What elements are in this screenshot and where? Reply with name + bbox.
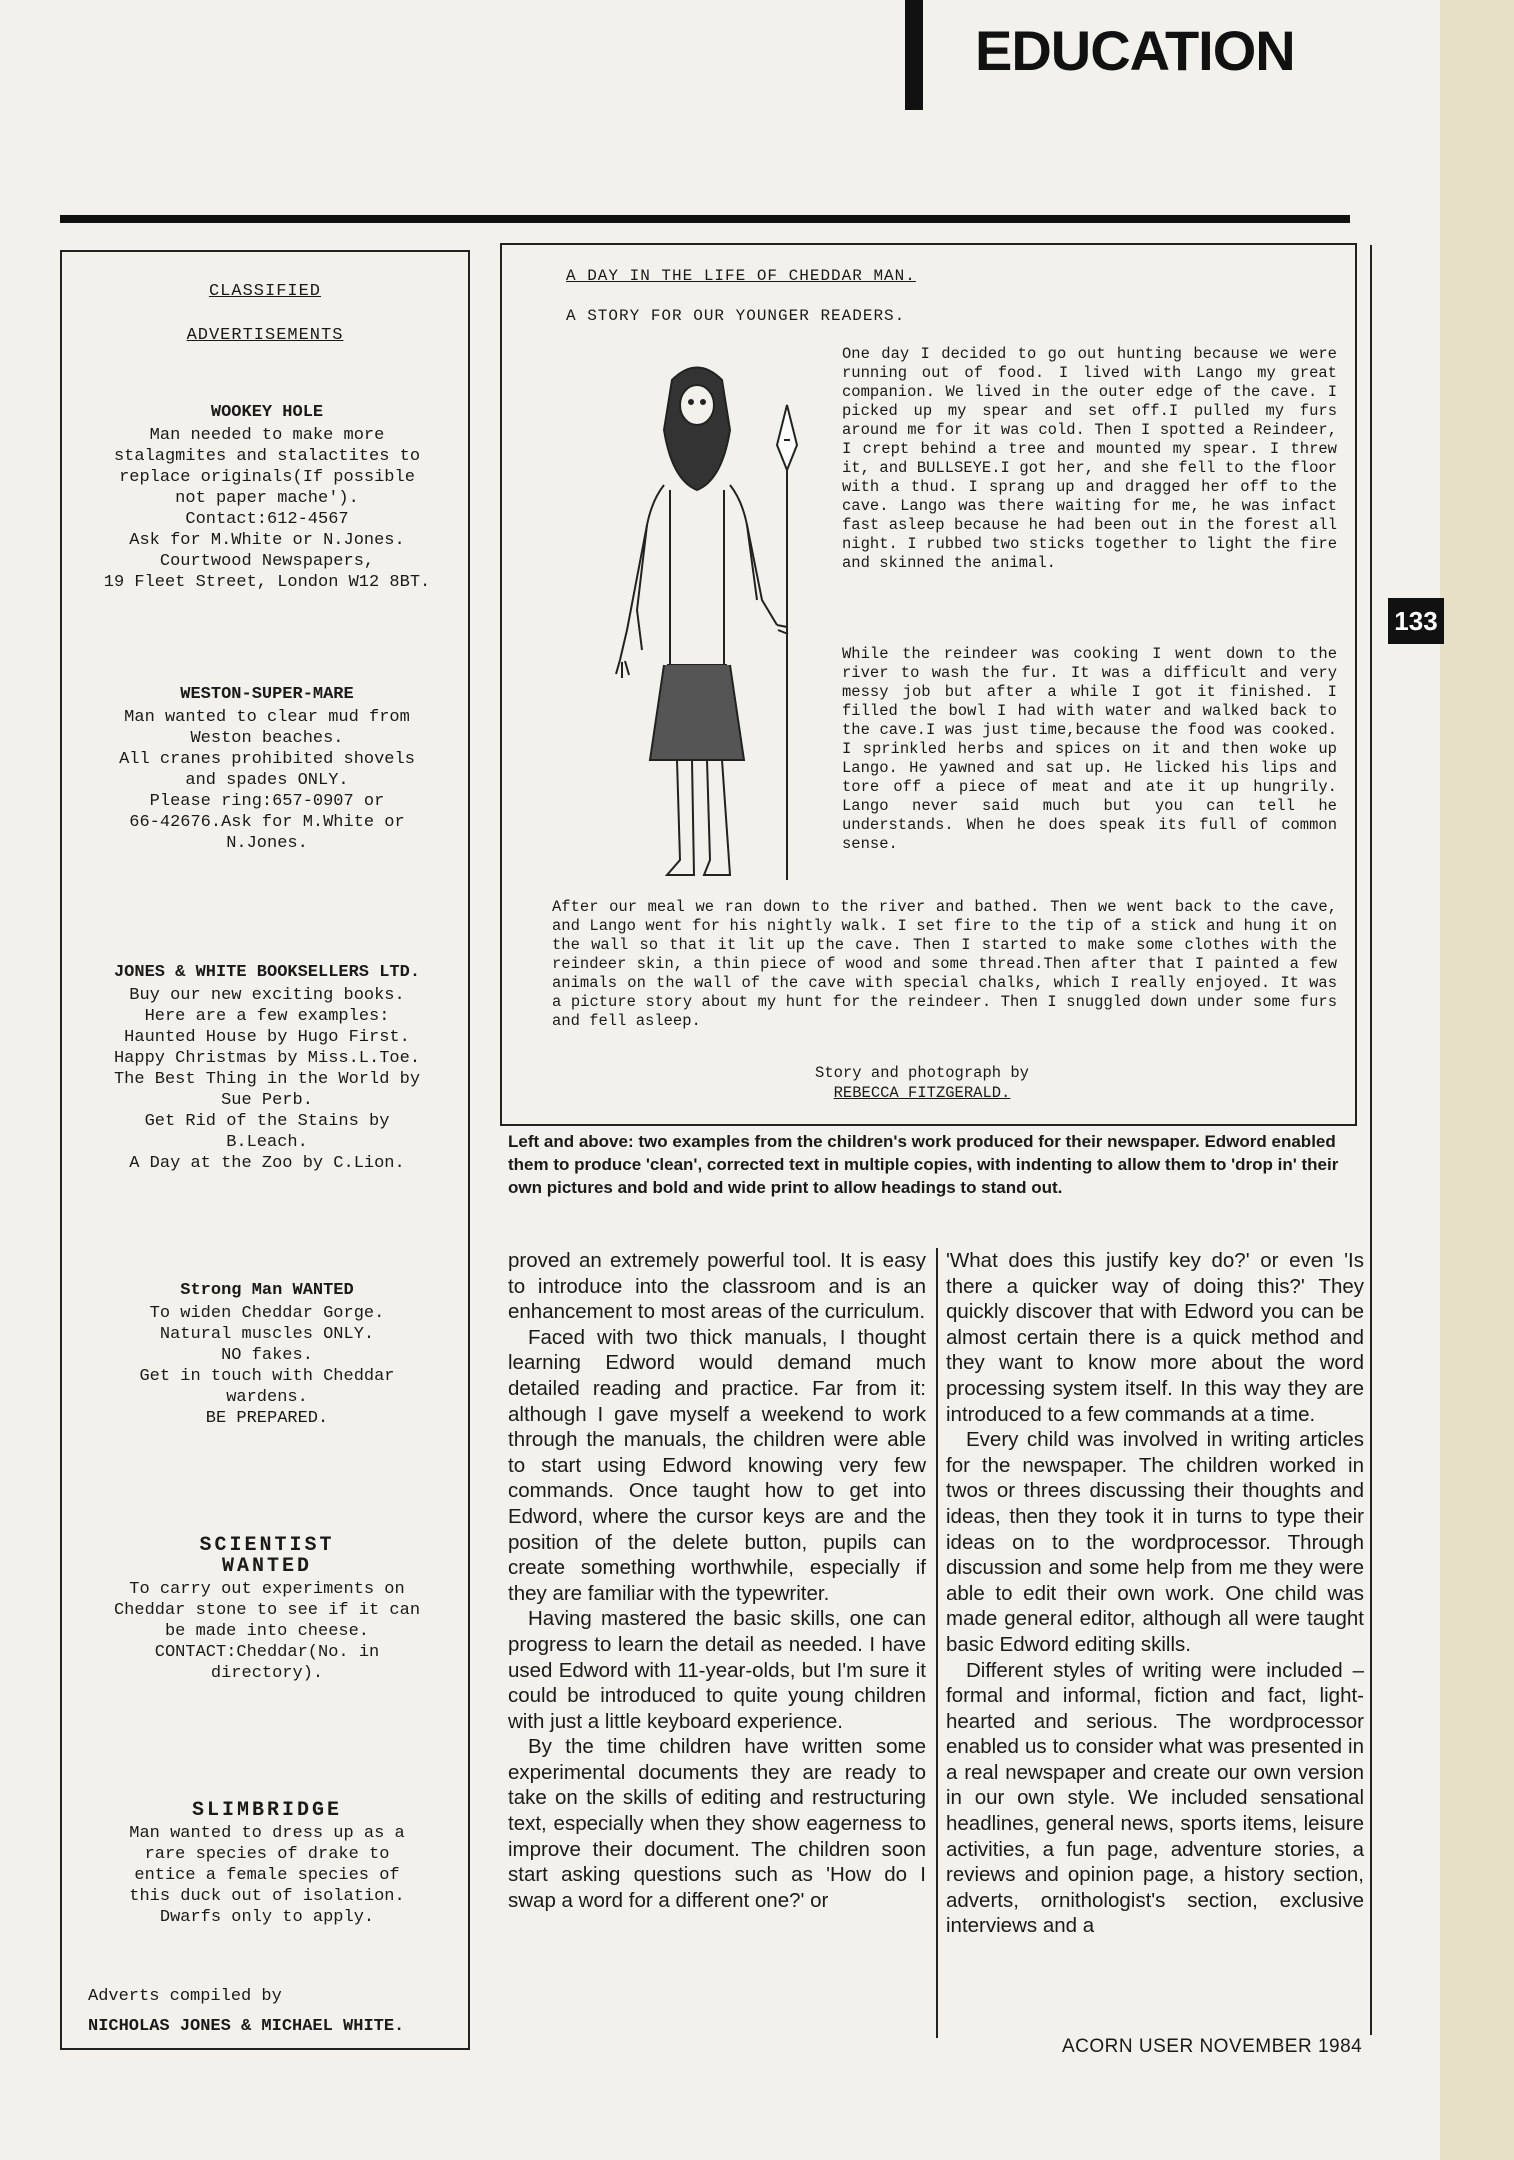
ad-title: SLIMBRIDGE [191,1799,343,1822]
ad-line: N.Jones. [226,834,308,853]
story-box [500,243,1357,1126]
ad-line: CONTACT:Cheddar(No. in [154,1643,380,1662]
ad-jones-white-booksellers [68,962,466,1174]
ad-line: Buy our new exciting books. [129,986,405,1005]
ad-line: All cranes prohibited shovels [119,750,415,769]
ad-title: WESTON-SUPER-MARE [180,685,354,704]
figure-caption: Left and above: two examples from the children's work produced for their newspaper. Edword enabled them to produce 'clean', corrected text in multiple copies, with indenting to allow them to 'drop in' their own pictures and bold and wide print to allow headings to stand out. [508,1132,1339,1197]
story-credit [802,1063,1042,1103]
ad-line: To carry out experiments on [129,1580,405,1599]
ad-title-line2: WANTED [221,1555,312,1578]
ad-title: WOOKEY HOLE [210,403,324,422]
ad-line: To widen Cheddar Gorge. [149,1304,385,1323]
classified-heading: CLASSIFIED [208,282,322,301]
article-paragraph: Faced with two thick manuals, I thought learning Edword would demand much detailed reading and practice. Far from it: although I gave myself a weekend to work through the manuals, the children were able to start using Edword knowing very few commands. Once taught how to get into Edword, where the cursor keys are and the position of the delete button, pupils can create something worthwhile, especially if they are familiar with the typewriter. [508,1325,926,1605]
ad-title: SCIENTIST [199,1534,335,1557]
header-bar [905,0,923,110]
page-footer: ACORN USER NOVEMBER 1984 [1062,2036,1363,2057]
story-paragraph-3: After our meal we ran down to the river and bathed. Then we went back to the cave, and Lango went for his nightly walk. I set fire to the tip of a stick and hung it on the wall so that it lit up the cave. Then I started to make some clothes with the reindeer skin, a thin piece of wood and some thread.Then after that I painted a few animals on the wall of the cave with special chalks, which I really enjoyed. It was a picture story about my hunt for the reindeer. Then I snuggled down under some furs and fell asleep. [552,898,1337,1030]
ad-line: Man needed to make more [149,426,385,445]
header-rule [60,215,1350,223]
story-paragraph-1: One day I decided to go out hunting because we were running out of food. I lived with Lango my great companion. We lived in the outer edge of the cave. I picked up my spear and set off.I pulled my furs around me for it was cold. Then I spotted a Reindeer, I crept behind a tree and mounted my spear. I threw it, and BULLSEYE.I got her, and she fell to the floor with a thud. I sprang up and dragged her off to the cave. Lango was there waiting for me, he was infact fast asleep because he had been out in the forest all night. I rubbed two sticks together to light the fire and skinned the animal. [842,345,1337,572]
ad-line: Weston beaches. [190,729,344,748]
ad-weston-super-mare [68,684,466,854]
advertisements-heading: ADVERTISEMENTS [186,326,344,345]
classified-box [60,250,470,2050]
ad-line: rare species of drake to [144,1845,390,1864]
ad-strong-man [68,1280,466,1429]
ad-line: Haunted House by Hugo First. [124,1028,410,1047]
ad-slimbridge [68,1800,466,1928]
article-paragraph: By the time children have written some experimental documents they are ready to take on the skills of editing and restructuring text, especially when they show eagerness to improve their document. The children soon start asking questions such as 'How do I swap a word for a different one?' or [508,1735,926,1912]
article-paragraph: proved an extremely powerful tool. It is easy to introduce into the classroom and is an enhancement to most areas of the curriculum. [508,1249,926,1324]
adverts-compiled-by [88,1982,468,2042]
ad-line: be made into cheese. [164,1622,370,1641]
caveman-drawing [572,350,832,910]
ad-line: Here are a few examples: [144,1007,390,1026]
ad-line: Man wanted to clear mud from [124,708,410,727]
ad-line: wardens. [226,1388,308,1407]
ad-line: NO fakes. [221,1346,313,1365]
article-paragraph: Different styles of writing were included – formal and informal, fiction and fact, light-hearted and serious. The wordprocessor enabled us to consider what was presented in a real newspaper and create our own version in our own style. We included sensational headlines, general news, sports items, leisure activities, a fun page, adventure stories, a reviews and opinion page, a history section, adverts, ornithologist's section, exclusive interviews and a [946,1658,1364,1938]
ad-line: Natural muscles ONLY. [159,1325,375,1344]
ad-line: Man wanted to dress up as a [129,1824,405,1843]
story-title: A DAY IN THE LIFE OF CHEDDAR MAN. [566,267,916,285]
credit-name: REBECCA FITZGERALD. [833,1084,1011,1102]
section-title: EDUCATION [975,19,1295,82]
ad-line: replace originals(If possible [119,468,415,487]
ad-line: Get Rid of the Stains by [144,1112,390,1131]
compiled-names: NICHOLAS JONES & MICHAEL WHITE. [88,2017,405,2036]
ad-line: Get in touch with Cheddar [139,1367,395,1386]
compiled-label: Adverts compiled by [88,1987,282,2006]
story-subtitle: A STORY FOR OUR YOUNGER READERS. [566,307,906,325]
ad-wookey-hole [68,402,466,593]
ad-line: A Day at the Zoo by C.Lion. [129,1154,405,1173]
ad-line: not paper mache'). [175,489,359,508]
story-paragraph-2: While the reindeer was cooking I went down to the river to wash the fur. It was a difficult and very messy job but after a while I got it finished. I filled the bowl I had with water and walked back to the cave.I was just time,because the food was cooked. I sprinkled herbs and spices on it and then woke up Lango. He yawned and sat up. He licked his lips and tore off a piece of meat and ate it up hungrily. Lango never said much but you can tell he understands. When he does speak its full of common sense. [842,645,1337,853]
ad-line: directory). [210,1664,324,1683]
ad-line: 66-42676.Ask for M.White or [129,813,405,832]
page-edge [1440,0,1514,2160]
ad-line: 19 Fleet Street, London W12 8BT. [103,573,431,592]
ad-line: this duck out of isolation. [129,1887,405,1906]
article-column-1 [508,1248,926,1913]
article-paragraph: 'What does this justify key do?' or even 'Is there a quicker way of doing this?' They quickly discover that with Edword you can be almost certain there is a quick method and they want to know more about the word processing system itself. In this way they are introduced to a few commands at a time. [946,1249,1364,1426]
ad-line: B.Leach. [226,1133,308,1152]
column-divider [936,1248,938,2038]
ad-line: BE PREPARED. [205,1409,329,1428]
ad-line: Sue Perb. [221,1091,313,1110]
ad-title: Strong Man WANTED [180,1281,354,1300]
ad-line: Please ring:657-0907 or [149,792,385,811]
ad-line: The Best Thing in the World by [113,1070,421,1089]
ad-scientist-wanted [68,1535,466,1684]
ad-line: Courtwood Newspapers, [159,552,375,571]
ad-line: Cheddar stone to see if it can [113,1601,421,1620]
article-paragraph: Having mastered the basic skills, one can progress to learn the detail as needed. I have used Edword with 11-year-olds, but I'm sure it could be introduced to quite young children with just a little keyboard experience. [508,1607,926,1733]
ad-line: and spades ONLY. [185,771,349,790]
ad-line: Contact:612-4567 [185,510,349,529]
ad-line: entice a female species of [134,1866,400,1885]
page-right-rule [1370,245,1372,2035]
ad-line: Ask for M.White or N.Jones. [129,531,405,550]
article-paragraph: Every child was involved in writing articles for the newspaper. The children worked in twos or threes discussing their thoughts and ideas, then they took it in turns to type their ideas on to the wordprocessor. Through discussion and some help from me they were able to edit their own work. One child was made general editor, although all were taught basic Edword editing skills. [946,1428,1364,1656]
ad-line: Happy Christmas by Miss.L.Toe. [113,1049,421,1068]
ad-line: stalagmites and stalactites to [113,447,421,466]
credit-line: Story and photograph by [815,1064,1029,1082]
ad-line: Dwarfs only to apply. [159,1908,375,1927]
page-number-tab: 133 [1388,598,1444,644]
article-column-2 [946,1248,1364,1939]
ad-title: JONES & WHITE BOOKSELLERS LTD. [113,963,421,982]
